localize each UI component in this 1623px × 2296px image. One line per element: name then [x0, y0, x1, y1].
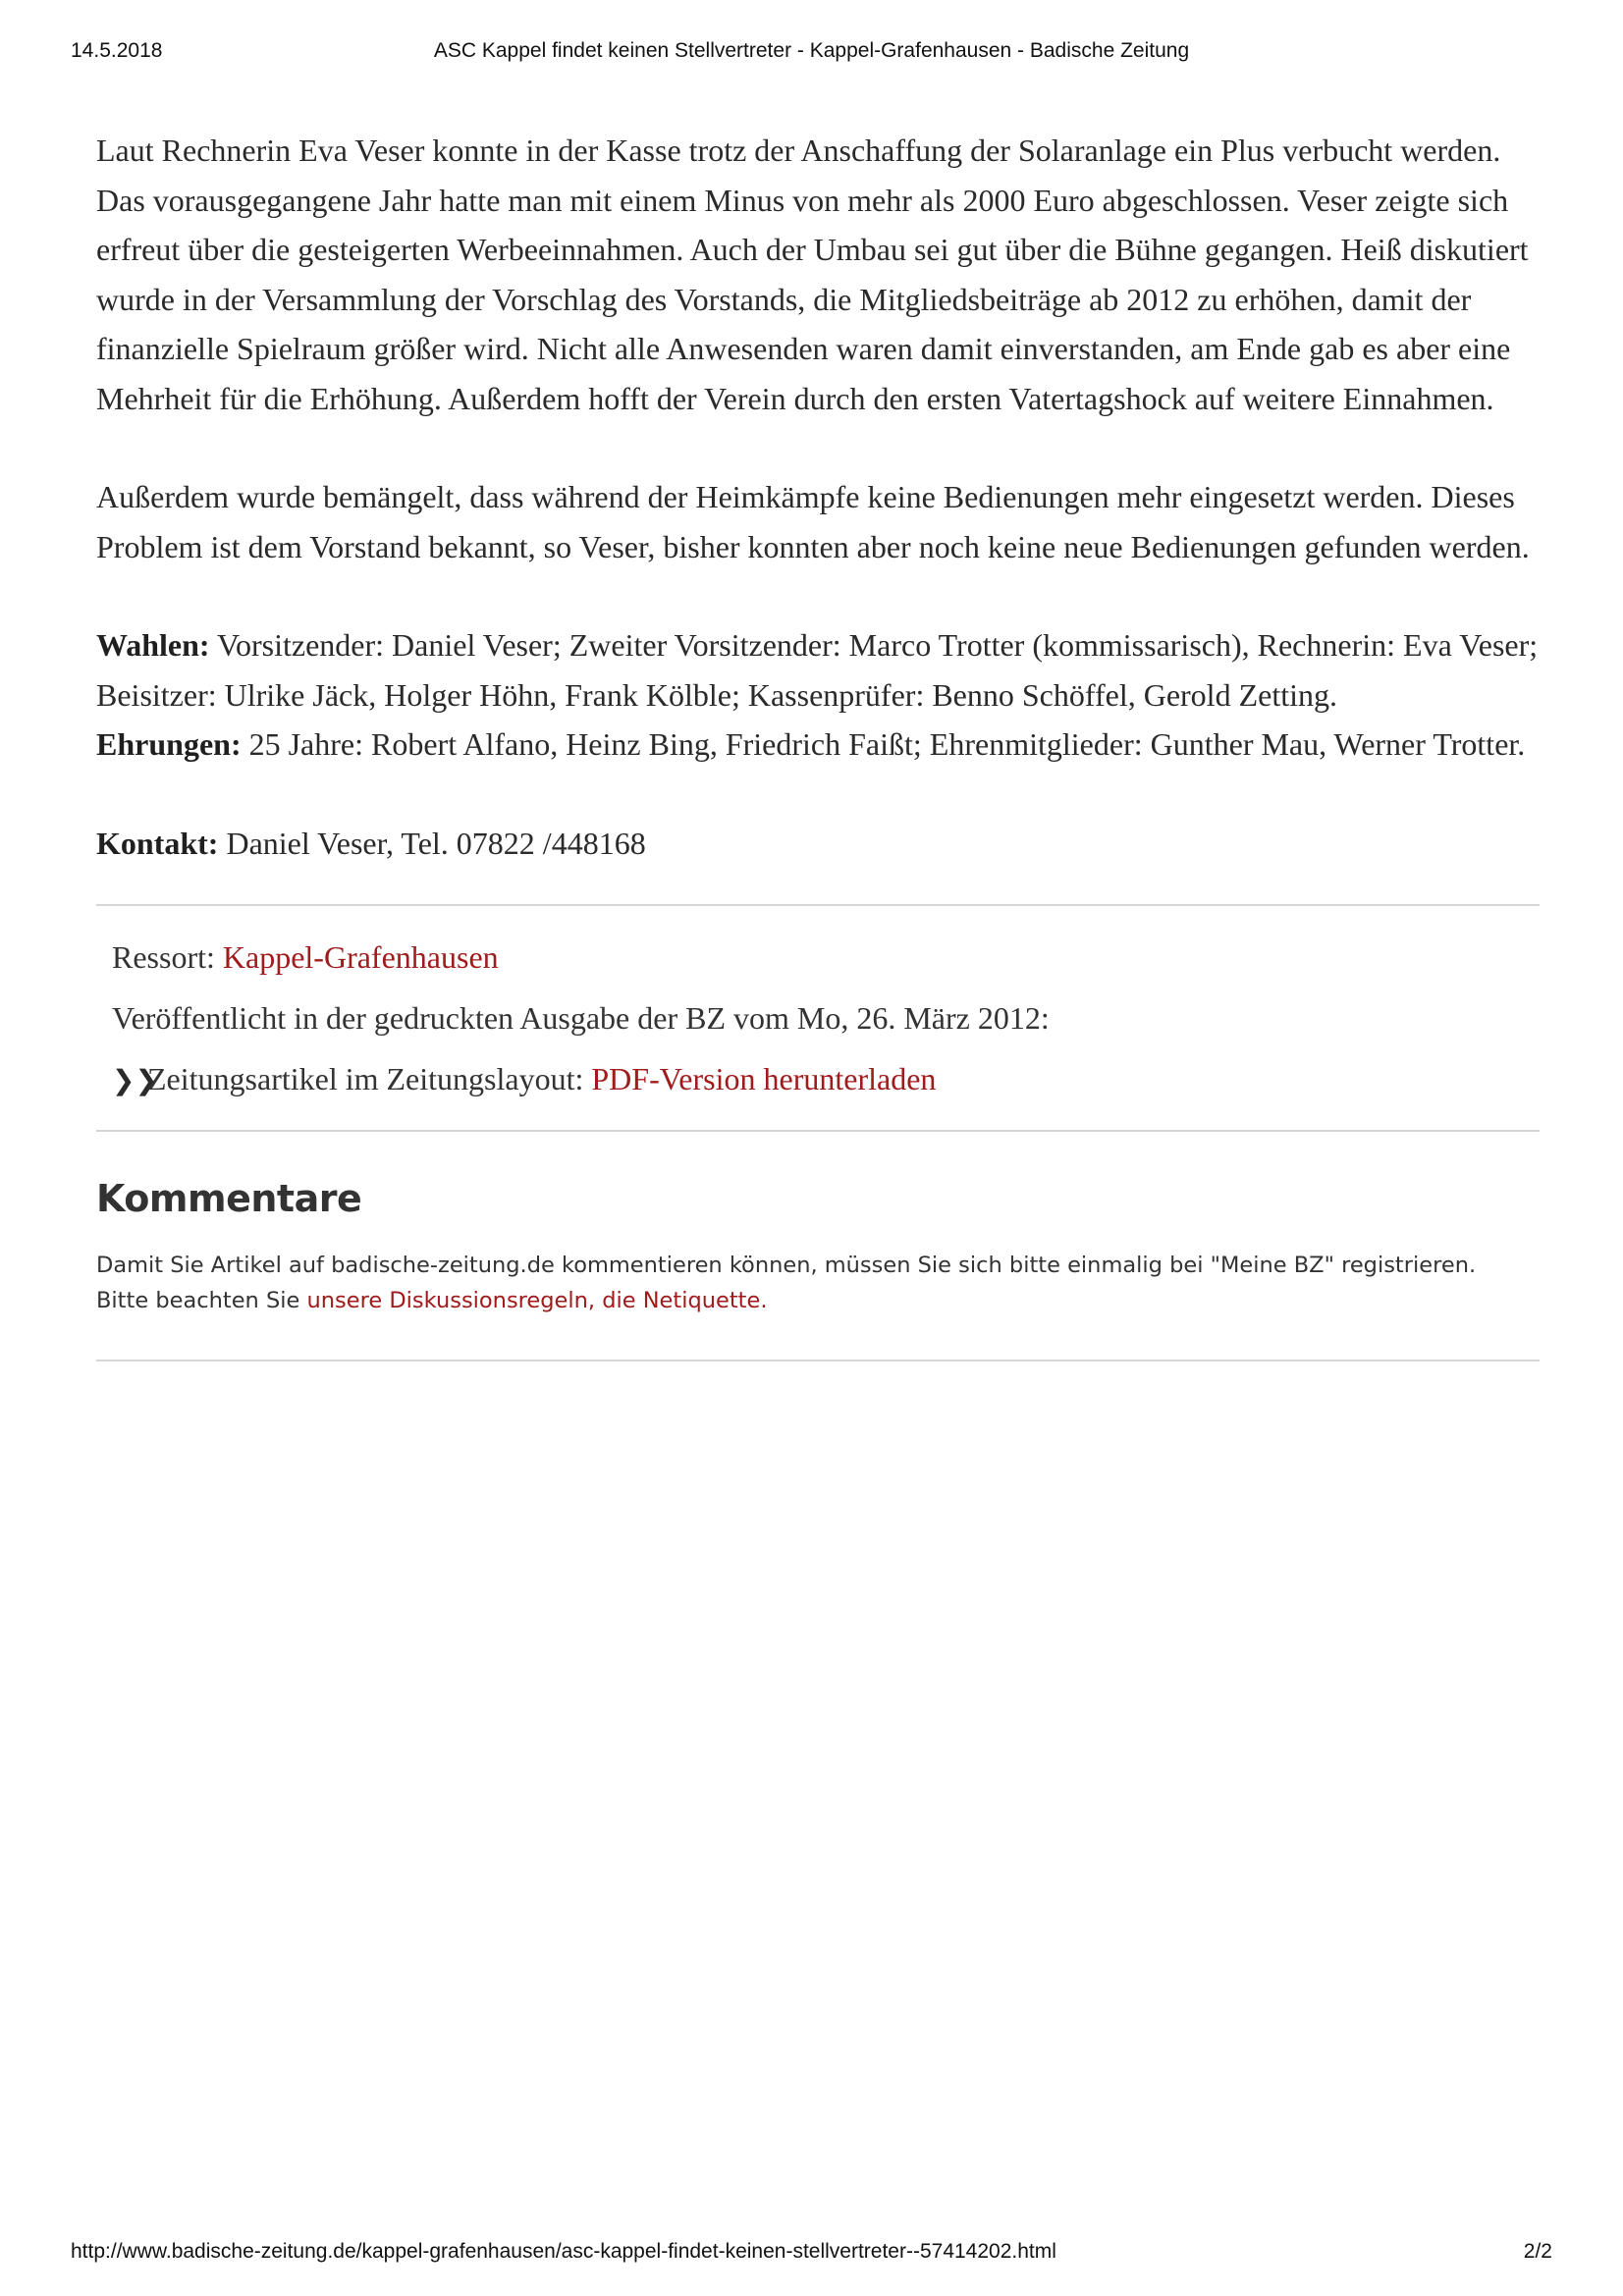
separator: [96, 1360, 1540, 1362]
print-date: 14.5.2018: [71, 39, 163, 62]
article-meta: [96, 906, 1540, 1130]
kontakt-text: Daniel Veser, Tel. 07822 /448168: [218, 825, 646, 861]
pdf-download-link[interactable]: PDF-Version herunterladen: [591, 1061, 937, 1096]
ehrungen-text: 25 Jahre: Robert Alfano, Heinz Bing, Friedrich Faißt; Ehrenmitglieder: Gunther Mau, Werner Trotter.: [241, 726, 1526, 762]
ressort-link[interactable]: Kappel-Grafenhausen: [222, 939, 499, 975]
comments-section: [96, 1177, 1540, 1318]
ehrungen-label: Ehrungen:: [96, 726, 242, 762]
wahlen-label: Wahlen:: [96, 627, 210, 663]
double-chevron-icon: ❯❯: [112, 1064, 158, 1096]
article-body: [96, 126, 1540, 868]
page-content: [96, 126, 1540, 1362]
page-number: 2/2: [1523, 2240, 1552, 2263]
print-page-title: ASC Kappel findet keinen Stellvertreter - Kappel-Grafenhausen - Badische Zeitung: [433, 39, 1190, 62]
pdf-line: [112, 1059, 1524, 1098]
wahlen-paragraph: [96, 620, 1540, 720]
ressort-line: [112, 937, 1524, 977]
published-line: Veröffentlicht in der gedruckten Ausgabe der BZ vom Mo, 26. März 2012:: [112, 1000, 1050, 1036]
comments-register-text: Damit Sie Artikel auf badische-zeitung.de kommentieren können, müssen Sie sich bitte einmalig bei "Meine BZ" registrieren.: [96, 1253, 1477, 1278]
comments-heading: Kommentare: [96, 1177, 362, 1220]
discussion-rules-link[interactable]: unsere Diskussionsregeln, die Netiquette.: [306, 1288, 768, 1313]
comments-rules-text: Bitte beachten Sie: [96, 1288, 307, 1313]
wahlen-text: Vorsitzender: Daniel Veser; Zweiter Vorsitzender: Marco Trotter (kommissarisch), Rechnerin: Eva Veser; Beisitzer: Ulrike Jäck, Holger Höhn, Frank Kölble; Kassenprüfer: Benno Schöffel, Gerold Zetting.: [96, 627, 1539, 713]
layout-label: Zeitungsartikel im Zeitungslayout:: [147, 1061, 592, 1096]
ehrungen-paragraph: [96, 720, 1540, 770]
article-paragraph: Laut Rechnerin Eva Veser konnte in der Kasse trotz der Anschaffung der Solaranlage ein Plus verbucht werden. Das vorausgegangene Jahr hatte man mit einem Minus von mehr als 2000 Euro abgeschlossen. Veser zeigte sich erfreut über die gesteigerten Werbeeinnahmen. Auch der Umbau sei gut über die Bühne gegangen. Heiß diskutiert wurde in der Versammlung der Vorschlag des Vorstands, die Mitgliedsbeiträge ab 2012 zu erhöhen, damit der finanzielle Spielraum größer wird. Nicht alle Anwesenden waren damit einverstanden, am Ende gab es aber eine Mehrheit für die Erhöhung. Außerdem hofft der Verein durch den ersten Vatertagshock auf weitere Einnahmen.: [96, 133, 1529, 416]
ressort-label: Ressort:: [112, 939, 223, 975]
kontakt-label: Kontakt:: [96, 825, 219, 861]
print-footer: [71, 2240, 1552, 2269]
kontakt-paragraph: [96, 819, 1540, 869]
print-url: http://www.badische-zeitung.de/kappel-grafenhausen/asc-kappel-findet-keinen-stellvertreter--57414202.html: [71, 2240, 1056, 2263]
article-paragraph: Außerdem wurde bemängelt, dass während der Heimkämpfe keine Bedienungen mehr eingesetzt werden. Dieses Problem ist dem Vorstand bekannt, so Veser, bisher konnten aber noch keine neue Bedienungen gefunden werden.: [96, 479, 1530, 564]
print-header: [71, 39, 1552, 69]
separator: [96, 1130, 1540, 1132]
comments-info: [96, 1248, 1540, 1318]
